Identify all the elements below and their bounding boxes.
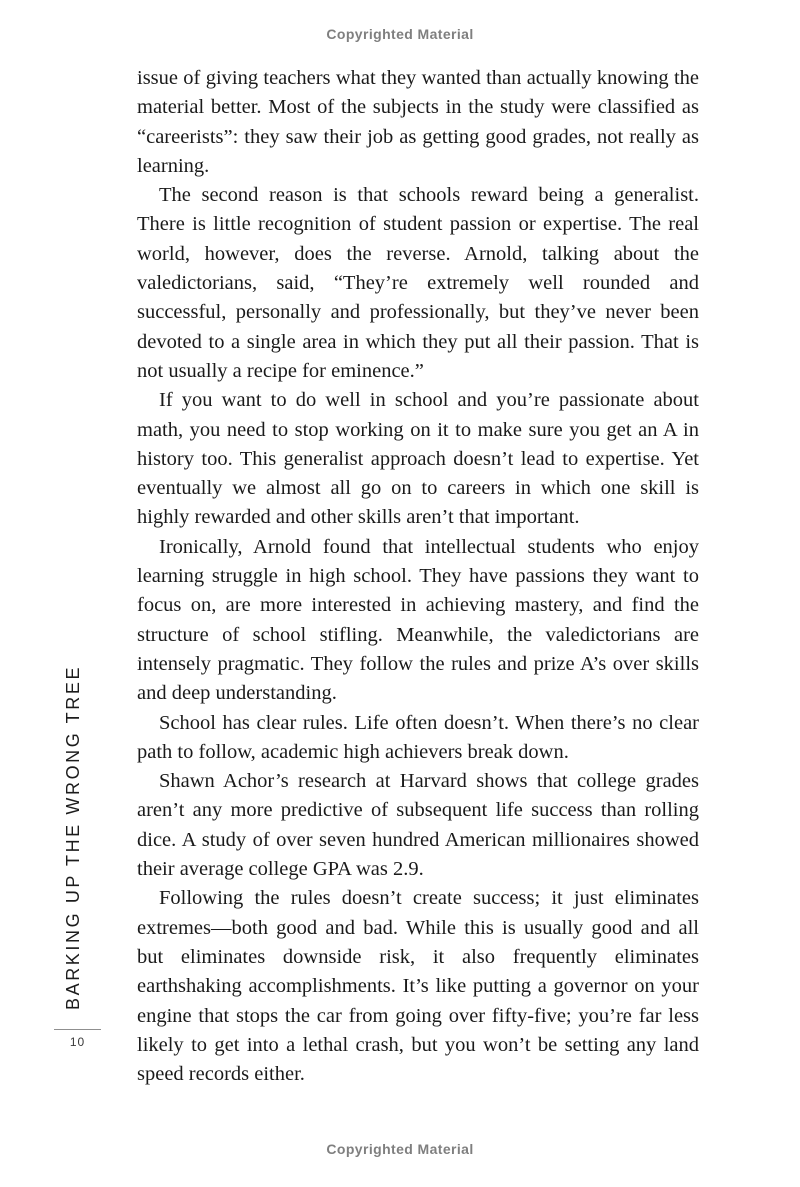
copyright-notice-top: Copyrighted Material: [326, 26, 474, 42]
body-text: [137, 64, 699, 1089]
page-number-block: [54, 1029, 101, 1049]
body-paragraph: Following the rules doesn’t create success; it just eliminates extremes—both good and bad. While this is usually good and all but eliminates downside risk, it also frequently eliminates earthshaking accomplishments. It’s like putting a governor on your engine that stops the car from going over fifty-five; you’re far less likely to get into a lethal crash, but you won’t be setting any land speed records either.: [137, 887, 699, 1086]
book-spine-title: BARKING UP THE WRONG TREE: [63, 664, 83, 1010]
body-paragraph: issue of giving teachers what they wanted than actually knowing the material better. Most of the subjects in the study were classified as “careerists”: they saw their job as getting good grades, not really as learning.: [137, 67, 699, 177]
body-paragraph: If you want to do well in school and you’re passionate about math, you need to stop working on it to make sure you get an A in history too. This generalist approach doesn’t lead to expertise. Yet eventually we almost all go on to careers in which one skill is highly rewarded and other skills aren’t that important.: [137, 389, 699, 529]
body-paragraph: The second reason is that schools reward being a generalist. There is little recognition of student passion or expertise. The real world, however, does the reverse. Arnold, talking about the valedictorians, said, “They’re extremely well rounded and successful, personally and professionally, but they’ve never been devoted to a single area in which they put all their passion. That is not usually a recipe for eminence.”: [137, 184, 699, 382]
copyright-notice-bottom: Copyrighted Material: [326, 1141, 474, 1157]
body-paragraph: Shawn Achor’s research at Harvard shows that college grades aren’t any more predictive of subsequent life success than rolling dice. A study of over seven hundred American millionaires showed their average college GPA was 2.9.: [137, 770, 699, 881]
page-number: 10: [69, 1035, 86, 1049]
body-paragraph: School has clear rules. Life often doesn’t. When there’s no clear path to follow, academic high achievers break down.: [137, 711, 699, 763]
body-paragraph: Ironically, Arnold found that intellectual students who enjoy learning struggle in high school. They have passions they want to focus on, are more interested in achieving mastery, and find the structure of school stifling. Meanwhile, the valedictorians are intensely pragmatic. They follow the rules and prize A’s over skills and deep understanding.: [137, 535, 699, 705]
